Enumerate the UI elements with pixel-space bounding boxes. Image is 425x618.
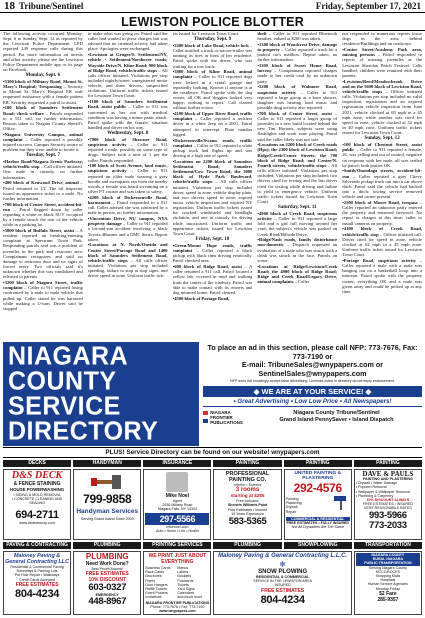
ad-line: 10% DISCOUNT [88,577,126,584]
ad-line: Residential & Commercial Paving [10,565,64,569]
blotter-day-heading: Friday, Sept. 10 [195,236,230,242]
blotter-entry: •Locations at N. North/Oneida and Center Street/Portage Road and 1400 block of Saunders Settlement Road, vehicle/traffic stops – All calls officer initiated. Violations per stop included speeding, failure to stop at stop signs, and driver speed in zone. Uniform traffic tick- [87,242,168,279]
police-blotter [3,31,422,341]
ad-line: NCCC/BOCES [375,569,400,574]
blotter-entry: •400 block of Kenwood Drive, animal – Patrol returned to LT. The oil inspector issued an appearance ticket to a male. No further information. [3,180,83,201]
ad-line: Pot Hole Repair • Walkways [14,573,60,578]
ad-line: Painting [285,496,299,501]
agent-city: Niagara Falls, NY 14304 [157,507,197,512]
print-item: Rack Cards [145,570,165,575]
ad-title: D&S DECK [11,470,63,481]
blotter-column-1 [3,31,83,341]
ad-subtitle: PAINTING AND PLASTERING [363,477,413,481]
ad-line: 3 rooms [235,487,260,494]
agent-role: Agent [172,499,183,503]
ad-dave-pauls[interactable] [354,469,422,540]
ad-line: Shopping Malls [375,574,401,579]
ad-phone: 285-9357 [377,596,399,603]
ad-line: • Wallpaper & Wallpaper Removal [355,489,410,494]
ad-phone: 297-5566 [145,513,209,525]
ad-line: FREE ESTIMATES [85,571,129,578]
website-note[interactable]: PLUS! Service Directory can be found on our website! wnypapers.com [3,447,422,458]
ad-price: starting at $285 [230,493,265,499]
print-item: Tickets [177,582,189,587]
at-your-service-band: ◆ WE ARE AT YOUR SERVICE! ◆ [203,386,422,397]
blotter-entry: •1100 block of Sweet Home Road, larceny – Complainant reported charges made to her credit card by an unknown party. [257,63,338,84]
ad-line: FREE ESTIMATES [261,587,305,594]
ad-insurance[interactable] [143,469,211,540]
category-painting: PAINTING [284,460,352,467]
ad-phone: 804-4234 [260,593,305,606]
category-painting: PAINTING [213,460,281,467]
ad-title: Maloney Paving & General Contracting LLC [5,553,69,565]
print-items-list [145,566,209,600]
ad-info-disclaimer: NFP does not knowingly accept false advertising. Licenses listed in directory do not imply endorsement. [230,379,395,383]
blotter-entry: •2200 block of Lake Road, vehicle lock – Caller notified a truck or tractor-trailer was running its tires in front of her residence. Patrol spoke with the driver, who was waiting for a tow truck. [172,42,253,69]
category-decks: DECKS [3,460,71,467]
ad-phone: 799-9858 [83,492,132,506]
blotter-entry: •Vincentian Drive, NU campus, NYA property damage – Caller to 911 reported a hit-and-run accident involving a black Toyota 4Runner and a GMC Sierra. Report taken. [87,216,168,242]
ad-line: Not All Drywallers Are The Same [291,525,344,530]
category-snowplowing: SNOWPLOWING [284,542,352,549]
blotter-day-heading: Saturday, Sept. 11 [277,204,317,210]
blotter-entry: •2500 block of Moore Road, trespass – Caller reported an unknown party entered the property and removed firewood. No report or charges at this time; caller to install cameras on property. [342,199,422,226]
ad-ds-deck[interactable] [3,469,71,540]
blotter-entry: •4900 block of Creek Road, suspicious activity – Caller to 911 reported a large fold and a girl full moving around her yard; the subject's vehicle was parked on Creek Road/Hillside Drive. [257,210,338,237]
blotter-entry: theft – Caller to 911 reported Bluetooth headset, valued at $200 was taken. [257,31,338,42]
ad-line: Human Service Agencies [367,582,408,587]
print-item: Postcards [177,578,194,583]
ad-info-email[interactable]: E-mail: TribuneSales@wnypapers.com or SentinelSales@wnypapers.com [241,360,384,378]
ad-website: www.wnypapers.com [159,609,196,614]
ad-line: • Popcorn Removal [355,485,387,490]
blotter-day-heading: Monday, Sept. 6 [25,73,61,79]
ad-line: FREE ESTIMATES • FULLY INSURED [286,521,349,526]
ad-line: 10% DISCOUNT ALWAYS [366,498,410,503]
print-item: Booklets [177,574,192,579]
print-item: Door Hangers [145,582,168,587]
ads-row-2 [3,551,422,615]
hammer-icon [75,471,139,493]
print-item: Labels [177,570,188,575]
ad-title-3: PUBLIC TRANSPORTATION [356,561,420,565]
blotter-entry: •Niagara University Campus, animal complaint – Caller reported a possibly injured raccoon. Campus Security aware of problem but they were unable to locate it. [3,131,83,153]
ad-phone: 694-2711 [15,508,59,521]
blotter-entry: •700 block of Center Street, accident-hit-run – Patrol flagged down by caller regarding a white or black SUV occupied by a female struck the rear of her vehicle while in a parking lot. [3,201,83,228]
ad-line: FREE ESTIMATES • INSURED [362,502,413,507]
ad-line: Serving Niagara County [368,565,407,570]
issue-date: Friday, September 17, 2021 [315,1,421,11]
ad-line: EMERGENCY [95,593,119,598]
blotter-entry: •Locations at Ridge/Lewiston/Creek Road; the 4900 block of Ridge Road; Ridge and Creek Road/Legacy Drive, animal complaints – Caller [257,263,338,285]
ad-title: DAVE & PAULS [362,470,414,478]
ad-line: INSURED [274,583,291,588]
agent-photo [166,472,188,492]
ad-title: NIAGARA COUNTY [356,553,420,557]
ad-info-box [203,344,422,444]
ad-phone-2: 773-2033 [369,519,407,531]
category-headers-row-2 [3,542,422,549]
print-item: Calendars [177,591,194,596]
blotter-entry: •1300 block of Woodcrest Drive, damage to property – Caller reported a truck hit a parked car's mailbox. Report taken, no further information. [257,41,338,63]
ad-line: Need Work Done? [85,561,129,567]
ad-price: $2 Fare [379,590,397,597]
coverage-line-2: Grand Island PennySaver • Island Dispatch [279,417,394,423]
blotter-entry: •Green/Mount Hope roads, traffic complaint – Caller reported a black pickup with black rims driving erratically. Patrol checked area. [172,242,253,264]
blotter-entry: •Portage Road, suspicious activity – Caller reported a male with a male was hanging out on a basketball hoop into a minivan. Patrol spoke with the property owner; everything OK and a male was given away and could be picked up at any time. [342,257,422,294]
ad-line: NIAGARA FRONTIER PUBLICATIONS [145,600,210,605]
ad-line: COMMERCIAL & RESIDENTIAL [286,517,350,521]
banner-line: COUNTY [8,366,117,396]
blotter-entry: •100 block of Saunders Settlement Road; check welfare – Patrols responded to a 911 call, no further information. Reason taken to Niagara County Sheriff's Office. [3,105,83,131]
blotter-entry: •5200 block of Walmore Road, suspicious activity – Caller to 911 reported a large group at a barn shower, daughter was hearing loud music and possible drug activity also reported. [257,84,338,110]
blotter-entry: •Dickersonville/Swann roads, traffic complaint – Caller to 911 reported a white pickup truck had flights up and was driving at a high rate of speed. [172,137,253,158]
ad-line: • Plumbing & Carpentry [355,493,394,498]
category-painting: PAINTING [354,460,422,467]
print-item: Brochures [145,574,162,579]
blotter-entry: •Locations on 2200 block of Creek roads (Hps); the 2300 block of Lewiston Road; Ridge/Creek/Center Streets; the 700 block of Ridge Road; and Center/N. Fourth streets, vehicle/traffic stops – All calls officer initiated. Violations per stop included; Violations per stop included; two drivers cited for texting and the last driver cited for texting while driving and failure to yield to emergency vehicle. Uniform traffic tickets issued for Lewiston Town Court. [257,142,338,204]
nfp-name: NIAGARA FRONTIER PUBLICATIONS [210,409,243,425]
category-transportation: TRANSPORTATION [354,542,422,549]
blotter-column-5 [342,31,422,341]
print-item: Raffle Tickets [145,587,167,592]
category-paving: PAVING & CONTRACTING [3,542,71,549]
coverage-line-1: Niagara County Tribune/Sentinel [293,410,380,416]
paint-roller-icon [332,494,350,517]
flag-icon [203,411,208,423]
print-item: Flyers [145,578,156,583]
coverage-papers [251,410,422,424]
blotter-entry: not responded to numerous reports loose dogs in the area; behind residence/Buildings and on roadways. [342,31,422,47]
ad-info-phone: To place an ad in this section, please call NFP: 773-7676, Fax: 773-7190 or [207,343,418,361]
ad-website: www.dsdeckshop.com [19,520,55,525]
blotter-entry: The following activity occurred Monday, Sept. 6 to Sunday, Sept. 12 as reported by the Lewiston Police Department. LPD reported 249 response calls during this period. For more information on arrests and other activity, please see the Lewiston Police Department mobile app or its page on Facebook. [3,31,83,73]
ad-line: Repair [285,509,297,514]
nfp-logo [203,410,251,425]
ad-title: Handyman Services [76,508,139,515]
ad-united-painting[interactable] [284,469,352,540]
agent-address: 2936 Military Road [162,503,193,508]
ad-tagline: Auto • Home • Life • Health [155,528,199,533]
blotter-entry: •700 block of Center Street, assist – Caller to 911 reported a larger group of juveniles in a new build located behind the new Tim Hortons; subjects were using flashlights and work zone playing. Patrol said the caller likely was not safe. [257,110,338,142]
blotter-entry: •4500 block of Portage Road, [172,295,230,301]
ad-maloney-snow[interactable] [213,551,351,615]
paper-name: Tribune/Sentinel [19,1,84,11]
ad-line: Sherwin Williams Paint [227,503,268,508]
print-item: Event Posters [145,591,168,596]
blotter-day-heading: Tuesday, Sept. 7 [25,153,61,159]
banner-line: SERVICE [8,391,121,421]
blotter-entry: •5300 block of Military Road, Mount St. Mary's Hospital; Trespassing – Security at Mount St. Mary's Hospital ER staff requested assistance with a female patient ER. Security requested a patrol to assist. [3,79,83,105]
great-advertising-band: • Great Advertising • Low Low Price • All Newspapers! [203,397,422,407]
ad-line: SNOW PLOWING [258,569,308,575]
ad-line: Credit Cards Accepted [19,577,56,582]
blotter-entry: •Harbor Road/Niagara Scenic Parkway, vehicle/traffic stop – Call officer initiated. One male in custody, no further information. [3,159,83,180]
snowflake-icon: ❄ [279,560,286,569]
ad-title: PROFESSIONAL [225,471,270,477]
ad-phone: 804-4234 [15,587,60,600]
ad-plumbing[interactable] [73,551,141,615]
ad-line: • Drywall • Water Damage [355,481,398,486]
blotter-column-4 [257,31,337,341]
ad-line: • CONCRETE CLEANING AND SEALING [11,497,63,506]
category-handyman: HANDYMAN [73,460,141,467]
blotter-entry: to make what was going on. Patrol said the caller had wanted to press charges but was advised that no criminal activity had taken place. Apologies were exchanged. [87,31,168,52]
blotter-entry: •4100 block of Creek Road, vehicle/traffic stop – Officer initiated call. Driver cited for speed in zone, vehicle clocked at 62 mph in a 45 mph zone. Uniform traffic ticket issued for Lewiston Town Court. [342,226,422,258]
agent-name: Mike Noel [165,493,190,499]
blotter-column-2 [88,31,168,341]
ad-line: SERVICE IN THE LEWISTON AREA [253,579,313,584]
ad-line: Hospitals [380,578,396,583]
ad-title: WE PRINT JUST ABOUT EVERYTHING [148,553,207,565]
print-item: Menus [177,566,189,570]
blotter-entry: •4100 block of Upper River Road, traffic complaint – Caller reported a reckless driver in a white Jeep on a 2001. Patrol attempted to intercept. Plate number logged. [172,111,253,137]
print-item: and much more [177,595,203,600]
blotter-column-3 [173,31,253,341]
blotter-entry: •Locations on 2200 block of Saunders Settlement Road; Saunders Settlement/Cow Town Road; the 3000 block of Hyde Park Boulevard, vehicle/traffic stops – All calls officer initiated. Violations per stop included driver, speed in zone, vehicle display plate, and two drivers speed in zone, expired motor vehicle inspection and expired NY registration. Uniform traffic tickets issued for cracked windshield and headlight violation, and one in custody for driving while intoxicated. Uniform traffic and appearance tickets issued for Lewiston Town Court. [172,158,253,236]
ad-line: 15 Years Experience [231,511,265,516]
ad-maloney-paving[interactable] [3,551,71,615]
banner-line: DIRECTORY [8,416,159,446]
ad-line: VERY REASONABLE RATES [364,506,412,511]
blotter-entry: •100 block of Chestnut Street, assist public – Caller to 911 reported a female, 26, was yelling and out of control, negative on response with her male, all was settled by patrol; both parties OK. [342,142,422,168]
ad-line: Free Includes: [236,499,259,504]
category-plumbing: PLUMBING [213,542,281,549]
ad-line: Best Prices Around! [91,567,124,571]
ad-website: mikenoel.com [166,524,189,529]
category-plumbing: PLUMBING [73,542,141,549]
ad-line: Free Estimates • Insured [227,507,268,512]
ad-phone: 993-5966 [369,509,407,521]
ad-printing[interactable] [143,551,211,615]
service-directory-banner [3,342,199,446]
blotter-entry: •5800 block of Kline Road, animal complaint – Caller to 911 reported dogs were locked in a rental garage and repeatedly barking. Known if anyone is at the residence. Patrol spoke with the dog owner; all OK and 'doggies looked very happy; nothing to report.' Call cleared without further action. [172,69,253,111]
blotter-entry: •Smith/Onondaga streets, accident-hit-run – Caller reported a gray Chevy Silverado pickup truck ran into a car above ditch. Patrol said the vehicle had backed into a ditch; towing service removed vehicle and owner present. [342,168,422,200]
category-insurance: INSURANCE [143,460,211,467]
blotter-entry: •Lewiston/Reed/Meadowbrook Drive and on the 5600 block of Lewiston Road, vehicle/traffic stops – Officer initiated calls. Violations per stop included no valid inspection, registration and an expired registration vehicle inspection from June 2021, vehicle clocked at 65 mph in a 45 mph zone, while another was cited for speed in zone, vehicle clocked at 52 mph in 40 mph zone. Uniform traffic tickets issued for Lewiston Town Court. [342,78,422,136]
ad-title: Maloney Paving & General Contracting L.L.C. [218,553,348,559]
ad-line: FREE ESTIMATES [15,581,59,588]
print-item: Yard Signs [177,587,195,592]
ad-title-2: RURAL NIAGARA [356,557,420,561]
ad-phone: 603-0327 [88,582,127,594]
blotter-entry: •5800 block of Buffalo Street, assist – A resident reported an breaking/entering complaint at Spectrum Town Park. Responding patrols said was a problem of juveniles in the park and restroom area. Complainant recognizes and said no damage to restroom door and no signs of forced entry. Two officials said it's unknown whether this was vandalized and released to parents. [3,227,83,280]
ad-phone: 583-5365 [228,516,267,528]
blotter-day-heading: Thursday, Sept. 9 [193,36,232,42]
blotter-entry: •600 block of Ridge Road, assist – A caller returned a 911 call. Patrol located a yellow lab, covered in mud and walking from the center of the roadway. Patrol was able to make contact with its owners and dog returned home. Patrol cleared. [172,264,253,295]
ad-title: UNITED PAINTING & PLASTERING [294,471,342,482]
page-number: 18 [4,0,15,12]
blotter-entry: •Center Street/Academy Park area, missing persons – Patrol responded to reports of missing juveniles at the Lewiston Sheridan Peach Festival. Calls handled; children were reunited with their parents. [342,47,422,78]
blotter-day-heading: Wednesday, Sept. 8 [107,130,149,136]
ad-phone-2: 448-8967 [88,596,127,608]
ad-line: Monday-Friday [375,586,400,591]
blotter-day-heading: Sunday, Sept. 12 [364,136,400,142]
print-item: Invitations [145,595,162,600]
ad-line: • SIDING & MOLD REMOVAL [13,493,61,497]
ads-row-1 [3,469,422,540]
ad-title: PLUMBING [85,552,129,561]
ad-handyman[interactable] [73,469,141,540]
print-item: Business Cards [145,566,171,570]
blotter-entry: •7000 block of Shawnee Road, suspicious activity – Caller to 911 reported a male, possibly on some type of drugs. Subject took a unit of 1 per the caller. Patrols responded. [87,136,168,163]
coverage-row [203,410,422,425]
ad-line: Driveways & Parking Lots [16,569,58,574]
page-headline: LEWISTON POLICE BLOTTER [0,15,425,31]
blotter-entry: •100 block of Scott Avenue, loud music, suspicious activity – Caller to 911 reported an older male wearing a gray hoodie and sweatpants ran from the nearby woods, a female was heard screaming on a silver PT cruiser and was taken to safety. [87,163,168,195]
category-headers-row-1 [3,460,422,467]
blotter-entry: •Ridge/Nash roads, family disturbance non-domestic – Dispatch requested an evaluation of a male who was struck with a drink was struck in the face. Patrols on scene. [257,237,338,263]
ad-professional-painting[interactable] [213,469,281,540]
ad-subtitle: & FENCE STAINING [13,481,61,487]
category-printing: PRINTING SERVICES [143,542,211,549]
ad-subtitle: Serving Grand Island Since 2003 [80,517,134,521]
blotter-entry: •Lewiston at Gruger/S. Settlement/NY, vehicle - Settlement/Northover roads; Wayside Drive/N. Kline Road; 900 block of Ridge Road, vehicle/traffic stops – All calls officer initiated. Violations per stop included nightly/street, unregistered motor vehicle; and three drivers, unspecified violations. Uniform traffic tickets issued for Lewiston Town Court. [87,52,168,99]
ad-line: Phone: 773-7676 • Fax: 773-7190 [150,604,205,609]
blotter-entry: •4200 block of Dickersonville Road, harassment – Patrol responded to a 911 call. Caller advised she was contacted by a male in person, no further information. [87,194,168,216]
ad-line: Drywall [285,505,298,510]
blotter-entry: •1100 block of Saunders Settlement Road, assist public – Caller to 911 was concerned as her son with medical condition was having a minor panic attack. Patrol spoke with the female, situation handled and driver on his way. [87,99,168,130]
blotter-entry: •3200 block of Niagara Street, traffic complaint – Caller to 911 reported losing confronted by a male to male vehicle that pulled up. Caller stated he was harassed while making a U-turn. Driver said he stopped [3,280,83,311]
ad-title-2: PAINTING CO. [228,477,267,483]
ad-line: Plastering [285,501,302,506]
masthead [0,0,425,13]
ad-transportation[interactable] [354,551,422,615]
ad-phone: 292-4576 [293,480,342,495]
ad-line: HOUSE POWERWASHING [9,487,65,492]
ad-line: RESIDENTIAL & COMMERCIAL [256,575,310,579]
ad-line: Interior • Exterior [234,483,261,487]
banner-line: NIAGARA [8,341,129,371]
blotter-entry: ets issued for Lewiston Town Court. [172,31,240,36]
